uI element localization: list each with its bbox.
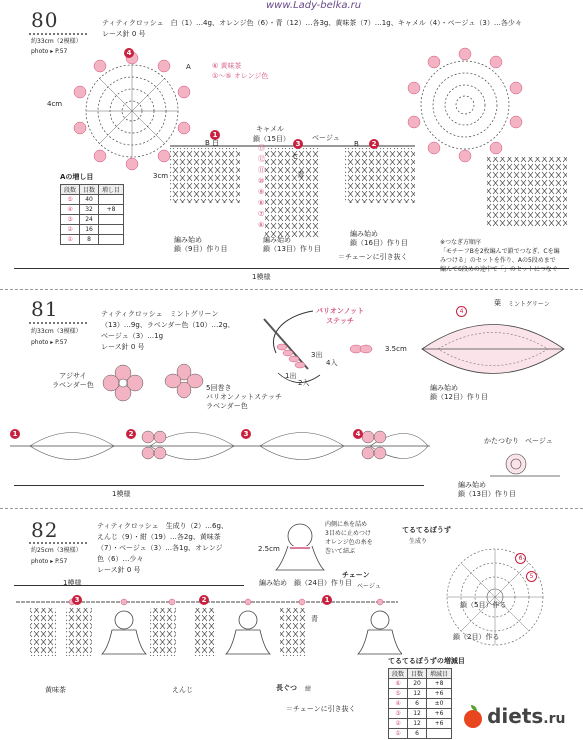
marker-3: 3: [293, 131, 303, 150]
table-cell: ±0: [427, 699, 452, 709]
pattern-81-materials-3: ベージュ（3）…1g: [101, 332, 164, 340]
pattern-81-materials-2: （13）…9g、ラベンダー色（10）…2g、: [101, 321, 235, 329]
start-note-1: 編み始め 鎖（9目）作り目: [174, 236, 228, 253]
row-13: ⑬: [258, 144, 265, 152]
in-2: 2入: [298, 379, 310, 387]
chain-color: ベージュ: [357, 583, 381, 590]
dim-3cm: 3cm: [153, 172, 169, 180]
table-cell: ⑤: [389, 689, 408, 699]
pattern-82-width-line: [14, 585, 244, 586]
table-cell: 8: [80, 235, 99, 245]
table-cell: [427, 729, 452, 739]
pattern-80-photo: photo ▸ P.57: [31, 48, 68, 55]
leaf-marker-4: 4: [456, 298, 467, 317]
row-marker-2: 2: [126, 421, 136, 440]
hydrangea-finished: [162, 362, 206, 400]
chain-cut-note-82: ＝チェーンに引き抜く: [286, 705, 356, 713]
pattern-82-number: 82: [31, 518, 59, 542]
boot-label: 長ぐつ: [276, 684, 297, 692]
row-11: ⑪: [258, 166, 265, 174]
snail-start-note: 編み始め 鎖（13目）作り目: [458, 481, 516, 498]
pattern-80-materials-2: レース針 0 号: [102, 30, 146, 38]
legend-orange: ①〜⑤ オレンジ色: [212, 72, 269, 80]
table-cell: ③: [61, 215, 80, 225]
table-a: [60, 184, 124, 245]
row-marker-1: 1: [10, 421, 20, 440]
table-cell: ①: [389, 729, 408, 739]
table-cell: ①: [61, 235, 80, 245]
marker-2: 2: [199, 587, 209, 606]
motif-c-label: C: [293, 153, 298, 161]
row-marker-3: 3: [241, 421, 251, 440]
table-cell: [99, 195, 124, 205]
pattern-82-materials-2: えんじ（9）・紺（19）…各2g、黄味茶: [97, 533, 221, 541]
out-1: 1出: [285, 372, 297, 380]
table-cell: 40: [80, 195, 99, 205]
camel-chain: 鎖（15目）: [253, 135, 290, 143]
logo-suffix: .ru: [543, 711, 566, 727]
snail-label: かたつむり: [484, 437, 519, 445]
teru-title: てるてるぼうず: [402, 526, 451, 534]
pattern-80-size: 約33cm（2模様）: [31, 38, 82, 45]
table-cell: 20: [408, 679, 427, 689]
round-marker-5: 5: [526, 563, 537, 582]
doll-dim: 2.5cm: [258, 545, 280, 553]
divider-dots: [29, 322, 87, 327]
increase-table-a: [60, 172, 124, 245]
teru-chain-note: 鎖（2目）作る: [453, 633, 500, 641]
table-cell: ④: [389, 699, 408, 709]
teru-table: [388, 668, 452, 739]
pattern-82-materials-5: レース針 0 号: [97, 566, 141, 574]
row-7: ⑦: [258, 210, 265, 218]
table-cell: ④: [61, 205, 80, 215]
table-cell: +6: [427, 689, 452, 699]
pattern-81-size: 約33cm（3模様）: [31, 328, 82, 335]
row-numbers: [258, 143, 272, 231]
chain-title: チェーン: [342, 571, 370, 579]
marker-1: 3: [72, 587, 82, 606]
table-cell: 12: [408, 719, 427, 729]
apple-icon: [464, 710, 482, 728]
site-logo: [464, 704, 566, 728]
row-9: ⑨: [258, 188, 265, 196]
row-marker-4: 4: [124, 40, 134, 59]
pattern-81-chain-row: [10, 415, 430, 477]
enji-label: えんじ: [172, 686, 193, 694]
row-marker-4: 4: [353, 421, 363, 440]
snail-color: ベージュ: [525, 437, 553, 445]
table-cell: 12: [408, 689, 427, 699]
dim-4cm: 4cm: [47, 100, 63, 108]
table-cell: ⑤: [61, 195, 80, 205]
table-cell: 32: [80, 205, 99, 215]
table-cell: [99, 215, 124, 225]
snail-diagram: [484, 450, 564, 484]
pattern-81-materials-1: ティティクロッシェ ミントグリーン: [101, 310, 219, 318]
row-12: ⑫: [258, 155, 265, 163]
table-cell: +6: [427, 719, 452, 729]
th-stitches: 目数: [408, 669, 427, 679]
section-divider-2: [0, 508, 583, 509]
in-4: 4入: [326, 359, 338, 367]
one-pattern-80: 1模様: [252, 273, 271, 281]
section-divider-1: [0, 289, 583, 290]
th-rows: 段数: [61, 185, 80, 195]
pattern-81-number: 81: [31, 297, 59, 321]
one-pattern-82: 1模様: [63, 579, 82, 587]
th-increase: 増し目: [99, 185, 124, 195]
table-cell: 12: [408, 709, 427, 719]
leaf-color: ミントグリーン: [508, 301, 550, 308]
leaf-diagram: [418, 308, 568, 390]
motif-a-label: A: [186, 63, 191, 71]
table-cell: ②: [389, 719, 408, 729]
leaf-start-note: 編み始め 鎖（12目）作り目: [430, 384, 488, 401]
blue-label: 青: [297, 171, 304, 179]
th-change: 増減目: [427, 669, 452, 679]
pattern-81-materials-4: レース針 0 号: [101, 343, 145, 351]
motif-join-note: ※つなぎ方順序 「モチーフBを2枚編んで鎖でつなぎ、Cを編みつける」のセットを作り、Aの5段めまで編んで6段めの途中で「」のセットにつなぐ: [440, 239, 560, 273]
table-a-title: Aの増し目: [60, 173, 94, 181]
table-cell: [99, 235, 124, 245]
teru-increase-table: [388, 656, 465, 739]
row-10: ⑩: [258, 177, 265, 185]
table-cell: +8: [99, 205, 124, 215]
motif-b-label: B: [354, 140, 359, 148]
pattern-82-photo: photo ▸ P.57: [31, 558, 68, 565]
table-cell: 16: [80, 225, 99, 235]
motif-b-white: B 白: [205, 139, 220, 147]
pattern-81-photo: photo ▸ P.57: [31, 339, 68, 346]
table-cell: ⑥: [389, 679, 408, 689]
one-pattern-81: 1模様: [112, 490, 131, 498]
table-cell: [99, 225, 124, 235]
start-note-2: 編み始め 鎖（13目）作り目: [263, 236, 321, 253]
teru-color: 生成り: [409, 538, 428, 545]
th-stitches: 目数: [80, 185, 99, 195]
legend-yellow-brown: ⑥ 黄味茶: [212, 62, 242, 70]
leaf-label: 葉: [494, 299, 501, 307]
logo-text: diets: [487, 704, 544, 728]
beige-label: ベージュ: [312, 134, 340, 142]
hydrangea-diagram: [98, 362, 148, 404]
round-marker-6: 6: [515, 545, 526, 564]
doll-note: 内側に糸を詰め 3目めに止めつけ オレンジ色の糸を 巻いて結ぶ: [325, 521, 373, 555]
teru-doll-illustration: [270, 518, 330, 574]
table-cell: 6: [408, 729, 427, 739]
blue-label-82: 青: [311, 615, 318, 623]
motif-b-grid-right: [485, 155, 570, 230]
out-3: 3出: [311, 351, 323, 359]
pattern-80-number: 80: [31, 8, 59, 32]
th-rows: 段数: [389, 669, 408, 679]
table-cell: 24: [80, 215, 99, 225]
pattern-80-materials-1: ティティクロッシェ 白（1）…4g、オレンジ色（6）・青（12）…各3g、黄味茶（7）…1g、キャメル（4）・ベージュ（3）…各少々: [102, 19, 522, 27]
table-cell: ②: [61, 225, 80, 235]
chain-cut-note: ＝チェーンに引き抜く: [338, 253, 408, 261]
bullion-stitch-title: バリオンノット ステッチ: [316, 307, 365, 325]
marker-2: 2: [369, 131, 379, 150]
pattern-82-materials-4: 色（6）…少々: [97, 555, 144, 563]
table-cell: +6: [427, 709, 452, 719]
row-6: ⑥: [258, 221, 265, 229]
start-note-3: 編み始め 鎖（16目）作り目: [350, 230, 408, 247]
pattern-82-materials-1: ティティクロッシェ 生成り（2）…6g、: [97, 522, 228, 530]
teru-table-title: てるてるぼうずの増減目: [388, 657, 465, 665]
pattern-82-materials-3: （7）・ベージュ（3）…各1g、オレンジ: [97, 544, 223, 552]
marker-1: 1: [210, 122, 220, 141]
table-cell: +8: [427, 679, 452, 689]
row-8: ⑧: [258, 199, 265, 207]
pattern-81-width-line: [14, 485, 424, 486]
boot-color: 紺: [305, 686, 312, 693]
marker-3: 1: [322, 587, 332, 606]
table-cell: 6: [408, 699, 427, 709]
pattern-80-width-line: [14, 268, 569, 269]
teru-chain-note-2: 鎖（5目）作る: [460, 601, 507, 609]
camel-label: キャメル: [256, 125, 284, 133]
table-cell: ③: [389, 709, 408, 719]
pattern-82-size: 約25cm（3模様）: [31, 547, 82, 554]
bullion-stitch-illustration: [258, 303, 388, 395]
bullion-note: 5回巻き バリオンノットステッチ ラベンダー色: [206, 384, 282, 410]
yellow-brown-label: 黄味茶: [45, 686, 66, 694]
watermark: www.Lady-belka.ru: [266, 0, 362, 11]
leaf-dim: 3.5cm: [385, 345, 407, 353]
chain-start-note: 編み始め 鎖（24目）作り目: [259, 579, 352, 587]
hydrangea-label: アジサイ ラベンダー色: [52, 372, 94, 389]
